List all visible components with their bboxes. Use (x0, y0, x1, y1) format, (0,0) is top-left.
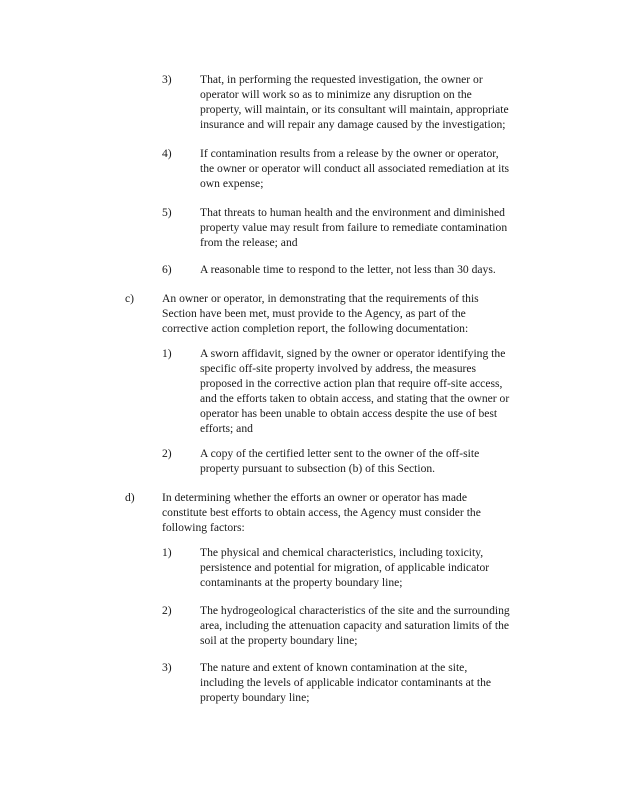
item-marker: 3) (162, 661, 172, 674)
text-line: including the levels of applicable indicator contaminants at the (200, 676, 492, 689)
text-line: soil at the property boundary line; (200, 634, 358, 647)
text-line: The physical and chemical characteristics, including toxicity, (200, 546, 484, 559)
text-line: The nature and extent of known contamination at the site, (200, 661, 468, 674)
item-marker: 2) (162, 447, 172, 460)
text-line: insurance and will repair any damage caused by the investigation; (200, 118, 506, 131)
item-marker: d) (125, 491, 135, 504)
text-line: efforts; and (200, 422, 253, 435)
item-marker: 2) (162, 604, 172, 617)
text-line: A copy of the certified letter sent to the owner of the off-site (200, 447, 480, 460)
text-line: area, including the attenuation capacity and saturation limits of the (200, 619, 510, 632)
text-line: corrective action completion report, the following documentation: (162, 322, 469, 335)
item-text (200, 660, 540, 705)
text-line: property, will maintain, or its consultant will maintain, appropriate (200, 103, 509, 116)
text-line: A reasonable time to respond to the letter, not less than 30 days. (200, 263, 496, 276)
text-line: property value may result from failure to remediate contamination (200, 221, 508, 234)
item-text (200, 262, 540, 277)
text-line: the owner or operator will conduct all associated remediation at its (200, 162, 510, 175)
item-text (200, 146, 540, 191)
text-line: contaminants at the property boundary line; (200, 576, 403, 589)
text-line: own expense; (200, 177, 264, 190)
item-marker: 3) (162, 73, 172, 86)
item-marker: c) (125, 292, 135, 305)
text-line: persistence and potential for migration, of applicable indicator (200, 561, 490, 574)
item-text (200, 205, 540, 250)
text-line: If contamination results from a release by the owner or operator, (200, 147, 499, 160)
text-line: operator has been unable to obtain access despite the use of best (200, 407, 498, 420)
text-line: The hydrogeological characteristics of the site and the surrounding (200, 604, 510, 617)
text-line: A sworn affidavit, signed by the owner or operator identifying the (200, 347, 506, 360)
text-line: following factors: (162, 521, 245, 534)
item-text (162, 490, 522, 535)
item-text (200, 446, 540, 476)
item-marker: 6) (162, 263, 172, 276)
item-text (200, 346, 540, 436)
item-text (200, 545, 540, 590)
text-line: from the release; and (200, 236, 298, 249)
text-line: Section have been met, must provide to the Agency, as part of the (162, 307, 466, 320)
item-marker: 1) (162, 546, 172, 559)
text-line: An owner or operator, in demonstrating that the requirements of this (162, 292, 479, 305)
item-marker: 5) (162, 206, 172, 219)
text-line: proposed in the corrective action plan that require off-site access, (200, 377, 503, 390)
text-line: operator will work so as to minimize any disruption on the (200, 88, 472, 101)
text-line: and the efforts taken to obtain access, and stating that the owner or (200, 392, 510, 405)
item-marker: 4) (162, 147, 172, 160)
text-line: property pursuant to subsection (b) of this Section. (200, 462, 436, 475)
item-marker: 1) (162, 347, 172, 360)
item-text (200, 72, 540, 132)
text-line: In determining whether the efforts an owner or operator has made (162, 491, 467, 504)
text-line: constitute best efforts to obtain access, the Agency must consider the (162, 506, 481, 519)
item-text (162, 291, 522, 336)
text-line: That, in performing the requested investigation, the owner or (200, 73, 483, 86)
text-line: specific off-site property involved by address, the measures (200, 362, 477, 375)
text-line: That threats to human health and the environment and diminished (200, 206, 505, 219)
item-text (200, 603, 540, 648)
text-line: property boundary line; (200, 691, 310, 704)
